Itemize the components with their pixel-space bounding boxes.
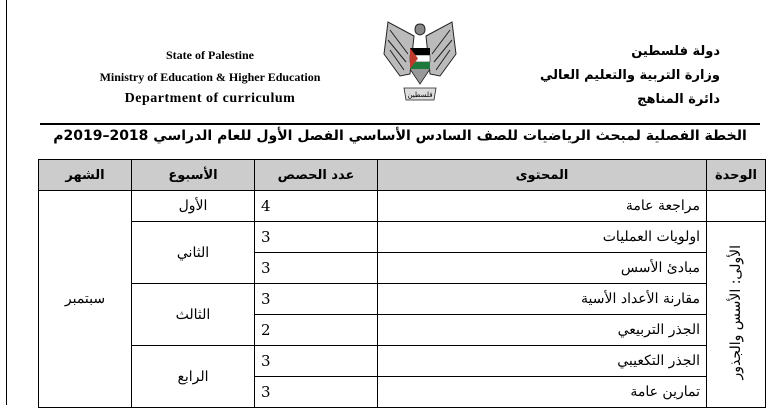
count-cell: 4	[255, 191, 378, 222]
content-cell: مقارنة الأعداد الأسية	[378, 284, 707, 315]
table-row	[39, 191, 766, 222]
header-week: الأسبوع	[132, 160, 255, 191]
table-row	[39, 346, 766, 377]
count-cell: 3	[255, 284, 378, 315]
content-cell: مراجعة عامة	[378, 191, 707, 222]
content-cell: تمارين عامة	[378, 377, 707, 408]
state-name-en: State of Palestine	[166, 48, 254, 62]
department-name-ar: دائرة المناهج	[637, 92, 720, 107]
count-cell: 3	[255, 346, 378, 377]
ministry-name-ar: وزارة التربية والتعليم العالي	[539, 68, 720, 83]
state-name-ar: دولة فلسطين	[631, 44, 720, 59]
content-cell: اولويات العمليات	[378, 222, 707, 253]
header-month: الشهر	[39, 160, 132, 191]
count-cell: 3	[255, 377, 378, 408]
table-header-row	[39, 160, 766, 191]
ministry-name-en: Ministry of Education & Higher Education	[99, 70, 321, 84]
department-name-en: Department of curriculum	[124, 91, 296, 106]
week-cell: الثاني	[132, 222, 255, 284]
count-cell: 2	[255, 315, 378, 346]
english-header	[60, 44, 360, 110]
page-left-border	[6, 0, 7, 405]
unit-cell	[707, 222, 766, 408]
week-cell: الرابع	[132, 346, 255, 408]
count-cell: 3	[255, 253, 378, 284]
header-count: عدد الحصص	[255, 160, 378, 191]
table-row	[39, 284, 766, 315]
emblem-caption: فلسطين	[407, 91, 433, 99]
content-cell: مبادئ الأسس	[378, 253, 707, 284]
table-row	[39, 222, 766, 253]
semester-plan-table	[38, 159, 766, 408]
week-cell: الثالث	[132, 284, 255, 346]
unit-label: الأولى: الأسس والجذور	[728, 245, 744, 380]
count-cell: 3	[255, 222, 378, 253]
header-unit: الوحدة	[707, 160, 766, 191]
plan-title: الخطة الفصلية لمبحث الرياضيات للصف السادس الأساسي الفصل الأول للعام الدراسي 2018–2019م	[53, 128, 747, 144]
week-cell: الأول	[132, 191, 255, 222]
arabic-header	[520, 40, 720, 112]
header-content: المحتوى	[378, 160, 707, 191]
content-cell: الجذر التربيعي	[378, 315, 707, 346]
palestine-eagle-emblem	[380, 14, 460, 110]
content-cell: الجذر التكعيبي	[378, 346, 707, 377]
header-divider	[40, 123, 760, 125]
unit-cell-empty	[707, 191, 766, 222]
month-cell: سبتمبر	[39, 191, 132, 408]
